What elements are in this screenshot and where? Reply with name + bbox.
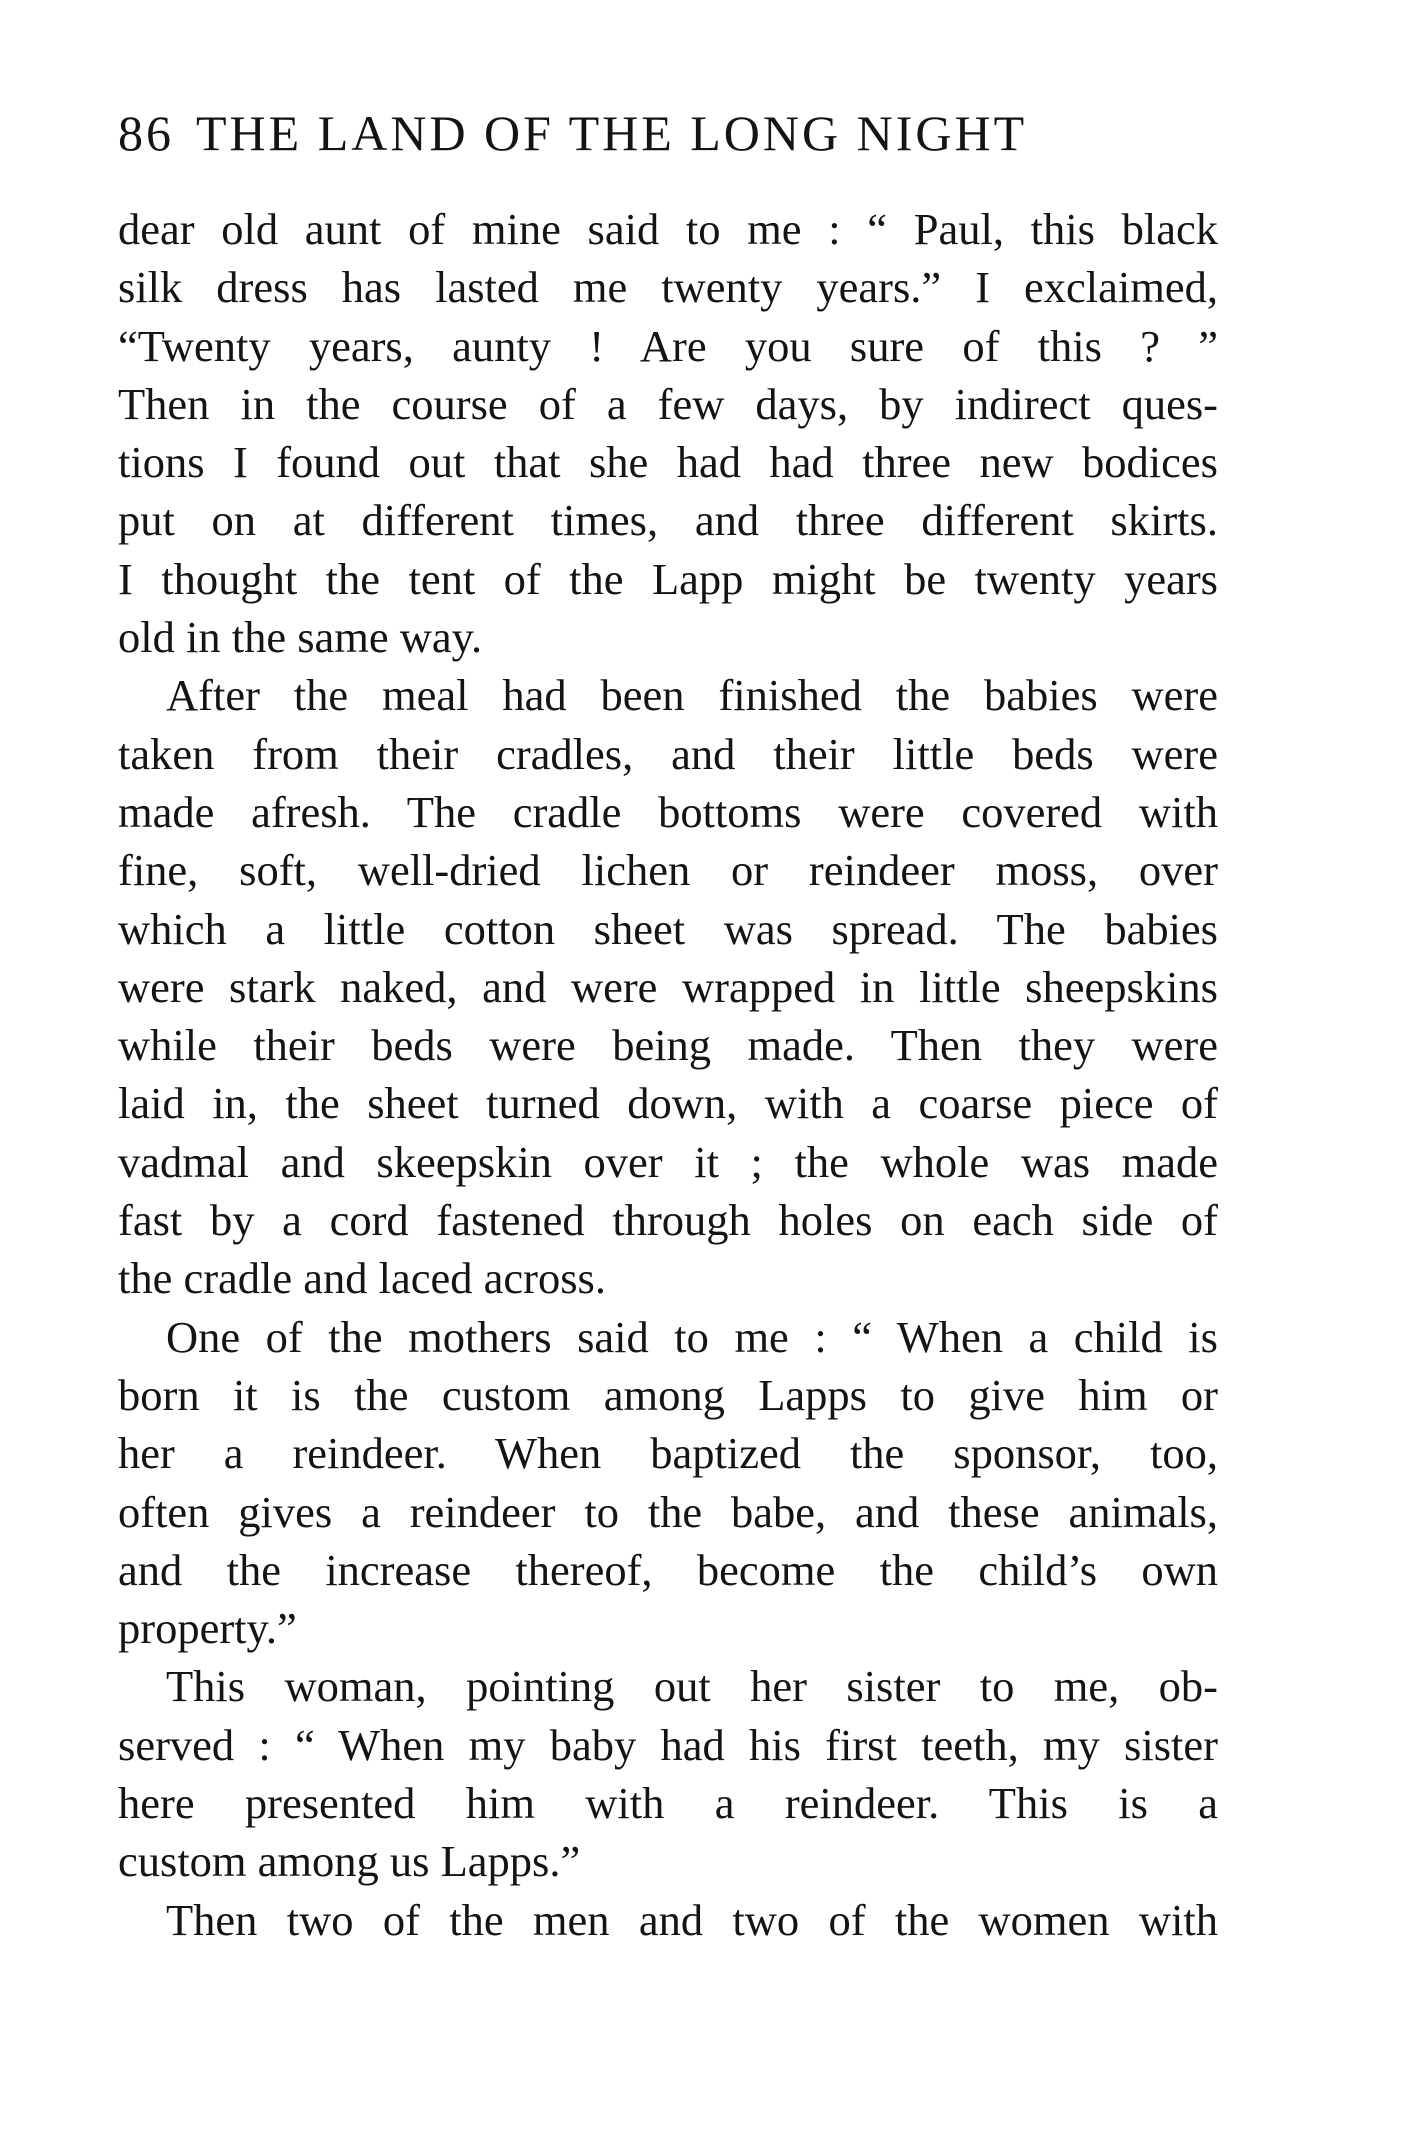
paragraph-first-line: Then two of the men and two of the women with xyxy=(166,1894,1218,1945)
text-line: her a reindeer. When baptized the sponsor, too, xyxy=(118,1428,1218,1479)
text-line: while their beds were being made. Then they were xyxy=(118,1020,1218,1071)
text-line: vadmal and skeepskin over it ; the whole was made xyxy=(118,1136,1218,1187)
text-line: and the increase thereof, become the child’s own xyxy=(118,1544,1218,1595)
text-line: I thought the tent of the Lapp might be twenty years xyxy=(118,553,1218,604)
text-line: laid in, the sheet turned down, with a coarse piece of xyxy=(118,1078,1218,1129)
running-title: THE LAND OF THE LONG NIGHT xyxy=(196,105,1028,161)
text-line: served : “ When my baby had his first teeth, my sister xyxy=(118,1719,1218,1770)
text-line: custom among us Lapps.” xyxy=(118,1836,581,1887)
text-line: the cradle and laced across. xyxy=(118,1253,607,1304)
text-line: here presented him with a reindeer. This is a xyxy=(118,1778,1218,1829)
paragraph-first-line: After the meal had been finished the babies were xyxy=(166,670,1218,721)
text-line: tions I found out that she had had three new bodices xyxy=(118,437,1218,488)
page-number: 86 xyxy=(118,105,174,161)
body-text xyxy=(118,200,1218,1949)
text-line: fine, soft, well-dried lichen or reindeer moss, over xyxy=(118,845,1218,896)
text-line: made afresh. The cradle bottoms were covered with xyxy=(118,786,1218,837)
text-line: old in the same way. xyxy=(118,612,483,663)
text-line: “Twenty years, aunty ! Are you sure of this ? ” xyxy=(118,320,1218,371)
text-line: put on at different times, and three different skirts. xyxy=(118,495,1218,546)
text-line: Then in the course of a few days, by indirect ques- xyxy=(118,378,1218,429)
text-line: often gives a reindeer to the babe, and these animals, xyxy=(118,1486,1218,1537)
text-line: property.” xyxy=(118,1603,297,1654)
text-line: silk dress has lasted me twenty years.” I exclaimed, xyxy=(118,262,1218,313)
text-line: were stark naked, and were wrapped in little sheepskins xyxy=(118,961,1218,1012)
text-line: born it is the custom among Lapps to give him or xyxy=(118,1369,1218,1420)
text-line: which a little cotton sheet was spread. The babies xyxy=(118,903,1218,954)
text-line: dear old aunt of mine said to me : “ Paul, this black xyxy=(118,204,1218,254)
paragraph-first-line: This woman, pointing out her sister to me, ob- xyxy=(166,1661,1218,1712)
running-header xyxy=(118,105,1218,161)
text-line: fast by a cord fastened through holes on each side of xyxy=(118,1195,1218,1246)
paragraph-first-line: One of the mothers said to me : “ When a child is xyxy=(166,1311,1218,1362)
text-line: taken from their cradles, and their little beds were xyxy=(118,728,1218,779)
